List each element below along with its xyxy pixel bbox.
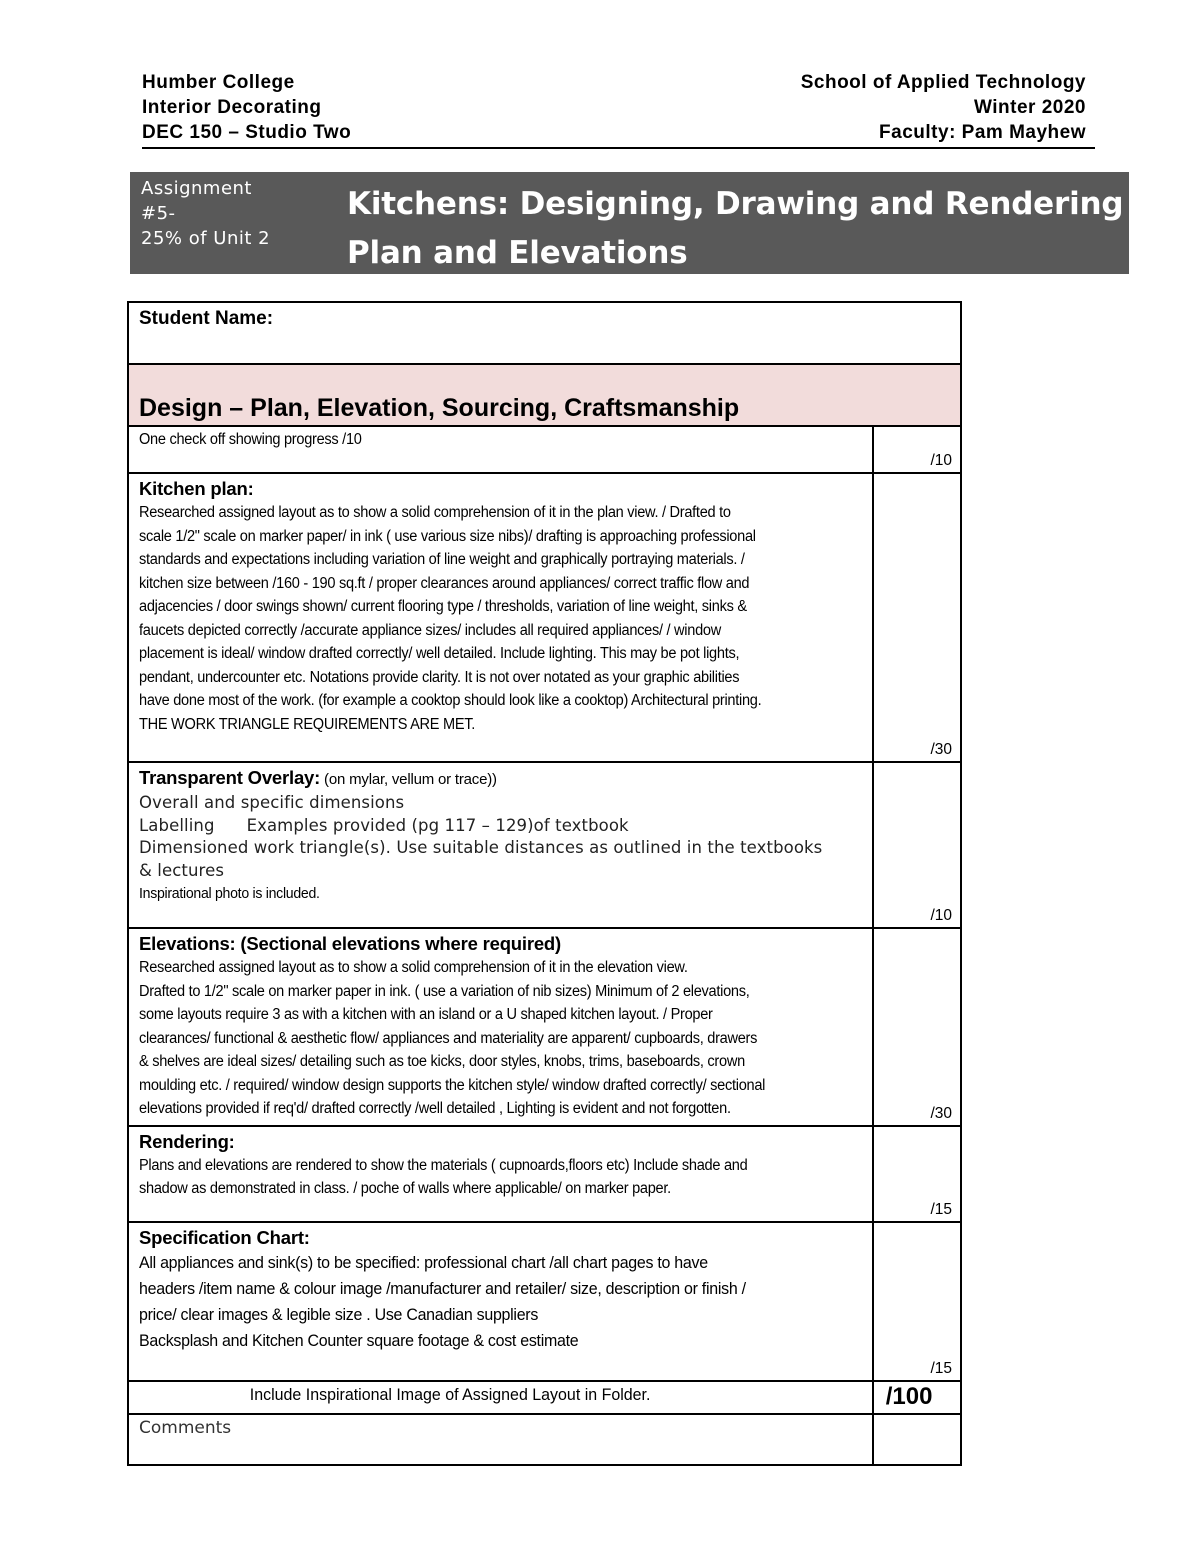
rendering-description [128, 1126, 873, 1222]
criteria-line: shadow as demonstrated in class. / poche of walls where applicable/ on marker paper. [139, 1180, 671, 1197]
criteria-line: Researched assigned layout as to show a solid comprehension of it in the elevation view. [139, 959, 688, 976]
criteria-line: placement is ideal/ window drafted correctly/ well detailed. Include lighting. This may be pot lights, [139, 645, 740, 662]
rendering-mark: /15 [930, 1200, 952, 1218]
criteria-line: pendant, undercounter etc. Notations provide clarity. It is not over notated as your graphic abilities [139, 668, 740, 686]
student-name-row [128, 302, 961, 364]
overlay-criteria [139, 792, 862, 882]
criteria-line: have done most of the work. (for example a cooktop should look like a cooktop) Architectural printing. [139, 692, 762, 709]
overlay-title-line [139, 766, 862, 792]
faculty: Faculty: Pam Mayhew [879, 122, 1086, 143]
kitchen-plan-title: Kitchen plan: [139, 478, 254, 499]
rubric-row-kitchen-plan [128, 473, 961, 762]
overlay-photo-line: Inspirational photo is included. [139, 885, 320, 902]
criteria-line: Labelling Examples provided (pg 117 – 129)of textbook [139, 815, 629, 835]
rubric-row-rendering [128, 1126, 961, 1222]
total-mark-cell[interactable] [873, 1381, 961, 1414]
spec-chart-criteria [139, 1250, 853, 1354]
overlay-mark: /10 [930, 907, 952, 924]
rendering-mark-cell[interactable] [873, 1126, 961, 1222]
header-left [142, 70, 351, 145]
elevations-title: Elevations: (Sectional elevations where required) [139, 933, 561, 954]
assignment-banner [130, 172, 1129, 274]
assignment-label: Assignment [141, 178, 252, 199]
design-heading: Design – Plan, Elevation, Sourcing, Craftsmanship [139, 394, 740, 422]
assignment-title [347, 180, 1123, 278]
kitchen-plan-criteria [139, 501, 853, 736]
criteria-line: faucets depicted correctly /accurate appliance sizes/ includes all required appliances/ / window [139, 621, 721, 639]
elevations-mark: /30 [930, 1104, 952, 1122]
term: Winter 2020 [974, 97, 1086, 118]
checkoff-mark-cell[interactable] [873, 426, 961, 473]
comments-mark-cell[interactable] [873, 1414, 961, 1465]
overlay-title: Transparent Overlay: [139, 767, 321, 788]
spec-chart-description [128, 1222, 873, 1381]
criteria-line: Drafted to 1/2" scale on marker paper in ink. ( use a variation of nib sizes) Minimum of 2 elevations, [139, 982, 750, 1000]
student-name-field[interactable] [128, 302, 961, 364]
spec-chart-mark-cell[interactable] [873, 1222, 961, 1381]
assignment-number: #5- [141, 203, 176, 224]
include-image-note [128, 1381, 873, 1414]
school-name: School of Applied Technology [800, 72, 1086, 93]
rubric-row-overlay [128, 762, 961, 928]
criteria-line: clearances/ functional & aesthetic flow/ appliances and materiality are apparent/ cupboards, drawers [139, 1029, 758, 1047]
college-name: Humber College [142, 72, 295, 93]
criteria-line: standards and expectations including variation of line weight and graphically portraying materials. / [139, 551, 745, 568]
kitchen-plan-mark-cell[interactable] [873, 473, 961, 762]
document-header [142, 70, 1092, 148]
criteria-line: THE WORK TRIANGLE REQUIREMENTS ARE MET. [139, 715, 476, 733]
rubric-table [127, 301, 962, 1466]
rubric-row-elevations [128, 928, 961, 1126]
comments-label: Comments [139, 1417, 232, 1438]
criteria-line: price/ clear images & legible size . Use Canadian suppliers [139, 1304, 539, 1324]
spec-chart-mark: /15 [930, 1359, 952, 1377]
criteria-line: Dimensioned work triangle(s). Use suitable distances as outlined in the textbooks [139, 838, 823, 857]
criteria-line: moulding etc. / required/ window design supports the kitchen style/ window drafted correctly/ sectional [139, 1076, 766, 1094]
header-right [801, 70, 1086, 145]
rubric-row-total [128, 1381, 961, 1414]
header-rule [142, 147, 1095, 149]
assignment-weight: 25% of Unit 2 [141, 228, 271, 249]
elevations-criteria [139, 956, 853, 1121]
criteria-line: headers /item name & colour image /manufacturer and retailer/ size, description or finish / [139, 1278, 746, 1298]
assignment-info [141, 176, 270, 251]
checkoff-description [128, 426, 873, 473]
criteria-line: Overall and specific dimensions [139, 793, 405, 812]
criteria-line: Backsplash and Kitchen Counter square footage & cost estimate [139, 1330, 579, 1350]
total-mark: /100 [885, 1382, 933, 1410]
kitchen-plan-mark: /30 [930, 741, 952, 758]
rubric-row-comments [128, 1414, 961, 1465]
comments-field[interactable] [128, 1414, 873, 1465]
rubric-row-checkoff [128, 426, 961, 473]
overlay-description [128, 762, 873, 928]
rendering-criteria [139, 1154, 853, 1201]
spec-chart-title: Specification Chart: [139, 1226, 310, 1248]
rendering-title: Rendering: [139, 1130, 235, 1152]
kitchen-plan-description [128, 473, 873, 762]
overlay-note: (on mylar, vellum or trace)) [320, 771, 497, 788]
checkoff-mark: /10 [930, 452, 952, 469]
course-name: DEC 150 – Studio Two [142, 122, 352, 143]
title-line-2: Plan and Elevations [347, 235, 688, 271]
criteria-line: & lectures [139, 860, 225, 880]
elevations-mark-cell[interactable] [873, 928, 961, 1126]
criteria-line: kitchen size between /160 - 190 sq.ft / proper clearances around appliances/ correct traffic flow and [139, 574, 750, 592]
criteria-line: Researched assigned layout as to show a solid comprehension of it in the plan view. / Drafted to [139, 504, 731, 521]
design-heading-row [128, 364, 961, 426]
program-name: Interior Decorating [142, 97, 322, 118]
elevations-description [128, 928, 873, 1126]
overlay-mark-cell[interactable] [873, 762, 961, 928]
design-heading-cell [128, 364, 961, 426]
criteria-line: & shelves are ideal sizes/ detailing such as toe kicks, door styles, knobs, trims, baseboards, crown [139, 1053, 745, 1070]
student-name-label: Student Name: [139, 308, 274, 329]
criteria-line: Plans and elevations are rendered to show the materials ( cupnoards,floors etc) Include shade and [139, 1156, 748, 1174]
checkoff-text: One check off showing progress /10 [139, 431, 362, 448]
criteria-line: elevations provided if req'd/ drafted correctly /well detailed , Lighting is evident and not forgotten. [139, 1100, 731, 1117]
criteria-line: scale 1/2" scale on marker paper/ in ink ( use various size nibs)/ drafting is approaching professional [139, 527, 756, 545]
criteria-line: some layouts require 3 as with a kitchen with an island or a U shaped kitchen layout. / Proper [139, 1006, 713, 1023]
criteria-line: All appliances and sink(s) to be specified: professional chart /all chart pages to have [139, 1252, 708, 1272]
rubric-row-spec-chart [128, 1222, 961, 1381]
title-line-1: Kitchens: Designing, Drawing and Rendering [347, 186, 1124, 222]
criteria-line: adjacencies / door swings shown/ current flooring type / thresholds, variation of line weight, sinks & [139, 598, 747, 615]
include-image-text: Include Inspirational Image of Assigned Layout in Folder. [250, 1384, 651, 1404]
